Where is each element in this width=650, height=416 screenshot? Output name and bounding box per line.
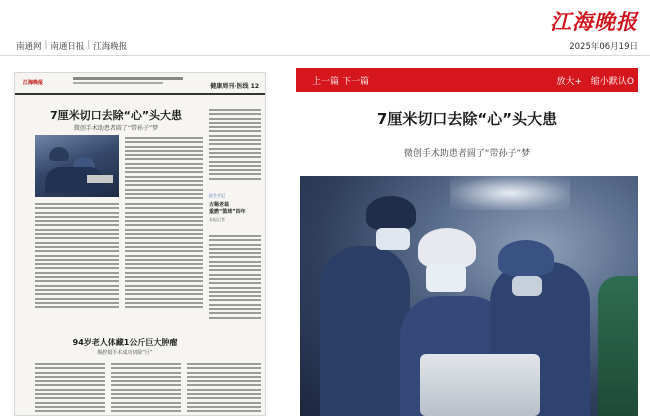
paper-text-column bbox=[125, 137, 203, 201]
article-title: 7厘米切口去除“心”头大患 bbox=[376, 110, 558, 128]
nav-link-jianghai-evening[interactable]: 江海晚报 bbox=[93, 42, 128, 52]
surgical-light bbox=[450, 176, 570, 210]
top-header bbox=[0, 0, 650, 36]
article-photo[interactable] bbox=[300, 176, 638, 416]
article-subtitle: 微创手术助患者圆了“带孙子”梦 bbox=[403, 149, 531, 159]
reset-zoom-button[interactable]: 默认O bbox=[608, 77, 634, 87]
paper-text-column bbox=[35, 203, 119, 310]
nav-separator: | bbox=[44, 40, 48, 50]
paper-text-column bbox=[187, 363, 261, 415]
paper-text-column bbox=[35, 363, 105, 415]
nurse-figure bbox=[598, 276, 638, 416]
prev-article-link[interactable]: 上一篇 bbox=[312, 77, 340, 87]
paper-second-subtitle: 腹腔镜手术成功切除“巨” bbox=[97, 350, 153, 356]
surgeon-figure bbox=[320, 246, 410, 416]
article-toolbar bbox=[296, 68, 638, 92]
paper-side-byline: 本报记者 bbox=[209, 217, 225, 222]
paper-side-title-2: 重燃“篮球”四年 bbox=[209, 209, 246, 215]
nav-row bbox=[0, 36, 650, 56]
paper-side-tag: 医生手记 bbox=[209, 193, 225, 198]
paper-text-column bbox=[111, 363, 181, 415]
next-article-link[interactable]: 下一篇 bbox=[342, 77, 370, 87]
paper-article-photo[interactable] bbox=[35, 135, 119, 197]
zoom-in-button[interactable]: 放大+ bbox=[556, 77, 582, 87]
newspaper-page-thumbnail[interactable] bbox=[14, 72, 266, 416]
paper-article-subtitle: 微创手术助患者圆了“带孙子”梦 bbox=[73, 125, 159, 132]
nav-link-nantong-net[interactable]: 南通网 bbox=[16, 42, 42, 52]
site-logo[interactable]: 江海晚报 bbox=[550, 9, 638, 34]
paper-masthead-right: 健康周刊·医线 12 bbox=[210, 83, 259, 90]
zoom-out-button[interactable]: 缩小- bbox=[590, 77, 612, 87]
issue-date: 2025年06月19日 bbox=[569, 42, 638, 52]
paper-side-title-1: 古稀老翁 bbox=[209, 202, 230, 208]
paper-second-title[interactable]: 94岁老人体藏1公斤巨大肿瘤 bbox=[72, 338, 178, 347]
paper-masthead-left: 江海晚报 bbox=[23, 80, 44, 86]
paper-text-column bbox=[209, 109, 261, 182]
site-nav bbox=[16, 40, 127, 52]
nav-link-nantong-daily[interactable]: 南通日报 bbox=[50, 42, 85, 52]
surgical-drape bbox=[420, 354, 540, 416]
paper-masthead bbox=[15, 73, 266, 95]
paper-text-column bbox=[209, 235, 261, 321]
paper-text-column bbox=[125, 203, 203, 310]
paper-side-story[interactable] bbox=[209, 193, 263, 231]
nav-separator: | bbox=[87, 40, 91, 50]
paper-article-title[interactable]: 7厘米切口去除“心”头大患 bbox=[49, 109, 183, 122]
article-panel bbox=[296, 68, 638, 416]
